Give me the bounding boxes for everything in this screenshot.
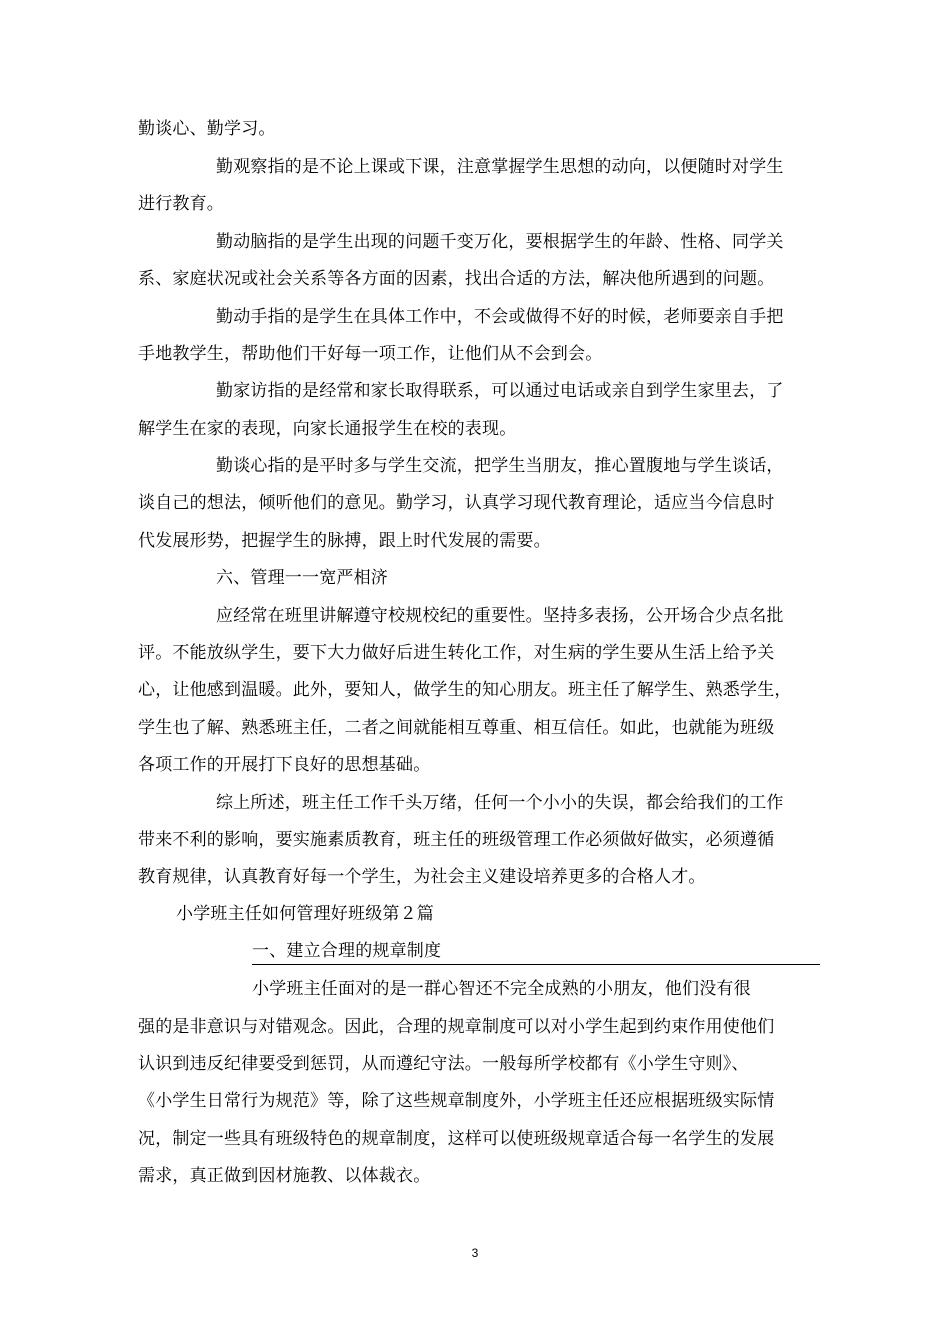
paragraph-line: 代发展形势，把握学生的脉搏，跟上时代发展的需要。 [138, 531, 551, 551]
subsection-heading: 一、建立合理的规章制度 [252, 941, 442, 961]
paragraph-line: 《小学生日常行为规范》等，除了这些规章制度外，小学班主任还应根据班级实际情 [138, 1091, 775, 1111]
paragraph-line: 进行教育。 [138, 194, 224, 214]
paragraph-line: 勤家访指的是经常和家长取得联系，可以通过电话或亲自到学生家里去，了 [216, 381, 784, 401]
paragraph-line: 解学生在家的表现，向家长通报学生在校的表现。 [138, 419, 517, 439]
paragraph-line: 勤动脑指的是学生出现的问题千变万化，要根据学生的年龄、性格、同学关 [216, 232, 784, 252]
paragraph-line: 学生也了解、熟悉班主任，二者之间就能相互尊重、相互信任。如此，也就能为班级 [138, 718, 775, 738]
paragraph-line: 勤谈心、勤学习。 [138, 119, 276, 139]
paragraph-line: 勤谈心指的是平时多与学生交流，把学生当朋友，推心置腹地与学生谈话， [216, 456, 784, 476]
paragraph-line: 心，让他感到温暖。此外，要知人，做学生的知心朋友。班主任了解学生、熟悉学生， [138, 680, 792, 700]
paragraph-line: 认识到违反纪律要受到惩罚，从而遵纪守法。一般每所学校都有《小学生守则》、 [138, 1054, 749, 1074]
article-title: 小学班主任如何管理好班级第２篇 [176, 904, 434, 924]
paragraph-line: 需求，真正做到因材施教、以体裁衣。 [138, 1166, 431, 1186]
paragraph-line: 应经常在班里讲解遵守校规校纪的重要性。坚持多表扬，公开场合少点名批 [216, 606, 784, 626]
heading-underline [252, 964, 820, 965]
paragraph-line: 系、家庭状况或社会关系等各方面的因素，找出合适的方法，解决他所遇到的问题。 [138, 269, 775, 289]
section-heading: 六、管理一一宽严相济 [216, 568, 388, 588]
paragraph-line: 强的是非意识与对错观念。因此，合理的规章制度可以对小学生起到约束作用使他们 [138, 1017, 775, 1037]
paragraph-line: 各项工作的开展打下良好的思想基础。 [138, 755, 431, 775]
paragraph-line: 勤动手指的是学生在具体工作中，不会或做得不好的时候，老师要亲自手把 [216, 307, 784, 327]
paragraph-line: 带来不利的影响，要实施素质教育，班主任的班级管理工作必须做好做实，必须遵循 [138, 830, 775, 850]
paragraph-line: 小学班主任面对的是一群心智还不完全成熟的小朋友，他们没有很 [252, 979, 751, 999]
paragraph-line: 教育规律，认真教育好每一个学生，为社会主义建设培养更多的合格人才。 [138, 867, 706, 887]
paragraph-line: 综上所述，班主任工作千头万绪，任何一个小小的失误，都会给我们的工作 [216, 793, 784, 813]
page-number: 3 [471, 1246, 479, 1260]
paragraph-line: 勤观察指的是不论上课或下课，注意掌握学生思想的动向，以便随时对学生 [216, 157, 784, 177]
paragraph-line: 手地教学生，帮助他们干好每一项工作，让他们从不会到会。 [138, 344, 603, 364]
paragraph-line: 评。不能放纵学生，要下大力做好后进生转化工作，对生病的学生要从生活上给予关 [138, 643, 775, 663]
paragraph-line: 谈自己的想法，倾听他们的意见。勤学习，认真学习现代教育理论，适应当今信息时 [138, 493, 775, 513]
paragraph-line: 况，制定一些具有班级特色的规章制度，这样可以使班级规章适合每一名学生的发展 [138, 1129, 775, 1149]
